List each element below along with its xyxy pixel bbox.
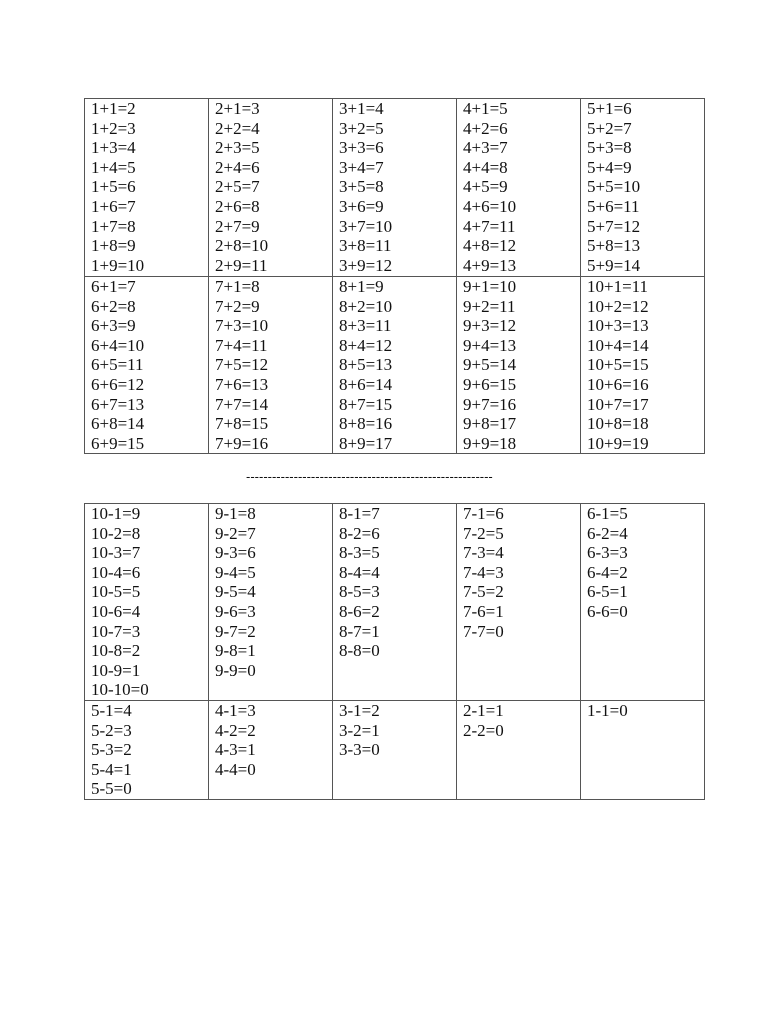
equation-line: 5-5=0 [91,779,132,799]
equation-line: 6-5=1 [587,582,628,602]
equation-line: 7+5=12 [215,355,269,375]
addition-row-2 [85,277,705,454]
equation-line: 5+6=11 [587,196,640,216]
equation-line: 1+5=6 [91,177,136,197]
equation-line: 5-4=1 [91,759,132,779]
equation-line: 4+4=8 [463,157,508,177]
equation-line: 10-9=1 [91,660,141,680]
equation-line: 2+9=11 [215,255,268,275]
equation-line: 6+8=14 [91,414,145,434]
equation-line: 6+6=12 [91,374,145,394]
equation-line: 9-3=6 [215,543,256,563]
equation-line: 10+5=15 [587,355,649,375]
equation-line: 1+4=5 [91,157,136,177]
equation-line: 10+9=19 [587,433,649,453]
equation-line: 1+1=2 [91,99,136,118]
equation-line: 9+4=13 [463,335,517,355]
equation-line: 9-2=7 [215,523,256,543]
equation-line: 4+5=9 [463,177,508,197]
equation-line: 5-3=2 [91,740,132,760]
equation-line: 8+9=17 [339,433,393,453]
addition-cell-5 [581,99,705,277]
equation-line: 3+3=6 [339,138,384,158]
subtraction-cell-5 [85,700,209,799]
equation-line: 3+6=9 [339,196,384,216]
equation-line: 3-3=0 [339,740,380,760]
equation-line: 10+4=14 [587,335,649,355]
equation-line: 8+8=16 [339,414,393,434]
subtraction-cell-9 [209,504,333,701]
addition-cell-3 [333,99,457,277]
equation-line: 3+2=5 [339,118,384,138]
equation-line: 2-1=1 [463,700,504,720]
addition-row-1 [85,99,705,277]
equation-line: 7-1=6 [463,504,504,523]
equation-line: 7-6=1 [463,601,504,621]
equation-line: 9+8=17 [463,414,517,434]
equation-line: 1+7=8 [91,216,136,236]
equation-line: 1+2=3 [91,118,136,138]
equation-line: 9+5=14 [463,355,517,375]
equation-line: 7+4=11 [215,335,268,355]
addition-cell-1 [85,99,209,277]
addition-cell-6 [85,277,209,454]
equation-line: 6-6=0 [587,601,628,621]
equation-line: 2+3=5 [215,138,260,158]
subtraction-cell-3 [333,700,457,799]
subtraction-cell-2 [457,700,581,799]
equation-line: 5+2=7 [587,118,632,138]
equation-line: 6-4=2 [587,562,628,582]
equation-line: 1+3=4 [91,138,136,158]
equation-line: 10-2=8 [91,523,141,543]
equation-line: 7+8=15 [215,414,269,434]
equation-line: 7+7=14 [215,394,269,414]
equation-line: 8-7=1 [339,621,380,641]
addition-cell-9 [457,277,581,454]
equation-line: 7-3=4 [463,543,504,563]
equation-line: 4+8=12 [463,236,517,256]
equation-line: 8-6=2 [339,601,380,621]
equation-line: 6-2=4 [587,523,628,543]
equation-line: 9+9=18 [463,433,517,453]
equation-line: 7-5=2 [463,582,504,602]
subtraction-facts-table [84,503,705,800]
equation-line: 6+9=15 [91,433,145,453]
addition-facts-table [84,98,705,454]
equation-line: 2-2=0 [463,720,504,740]
equation-line: 7-2=5 [463,523,504,543]
equation-line: 6+3=9 [91,316,136,336]
equation-line: 7-7=0 [463,621,504,641]
equation-line: 8-2=6 [339,523,380,543]
equation-line: 6-1=5 [587,504,628,523]
equation-line: 1-1=0 [587,700,628,720]
equation-line: 4-2=2 [215,720,256,740]
equation-line: 10+7=17 [587,394,649,414]
equation-line: 5+9=14 [587,255,641,275]
equation-line: 7+2=9 [215,296,260,316]
equation-line: 10-6=4 [91,601,141,621]
subtraction-cell-1 [581,700,705,799]
equation-line: 3+7=10 [339,216,393,236]
equation-line: 4+2=6 [463,118,508,138]
equation-line: 5+7=12 [587,216,641,236]
equation-line: 6-3=3 [587,543,628,563]
equation-line: 9-7=2 [215,621,256,641]
equation-line: 7-4=3 [463,562,504,582]
equation-line: 3-1=2 [339,700,380,720]
equation-line: 9-8=1 [215,641,256,661]
equation-line: 5+5=10 [587,177,641,197]
equation-line: 8+5=13 [339,355,393,375]
section-separator: --------------------------------------------------------- [246,469,493,484]
equation-line: 8-1=7 [339,504,380,523]
equation-line: 6+1=7 [91,277,136,296]
equation-line: 8-3=5 [339,543,380,563]
equation-line: 9-1=8 [215,504,256,523]
equation-line: 9+3=12 [463,316,517,336]
equation-line: 9-6=3 [215,601,256,621]
addition-cell-10 [581,277,705,454]
equation-line: 4+6=10 [463,196,517,216]
equation-line: 10-4=6 [91,562,141,582]
equation-line: 10+3=13 [587,316,649,336]
equation-line: 2+1=3 [215,99,260,118]
equation-line: 9+2=11 [463,296,516,316]
equation-line: 10+6=16 [587,374,649,394]
equation-line: 10-10=0 [91,680,149,700]
equation-line: 2+8=10 [215,236,269,256]
equation-line: 8+6=14 [339,374,393,394]
equation-line: 1+9=10 [91,255,145,275]
equation-line: 10+8=18 [587,414,649,434]
equation-line: 6+5=11 [91,355,144,375]
equation-line: 6+4=10 [91,335,145,355]
equation-line: 4+9=13 [463,255,517,275]
equation-line: 2+4=6 [215,157,260,177]
equation-line: 5-2=3 [91,720,132,740]
addition-cell-7 [209,277,333,454]
equation-line: 4-3=1 [215,740,256,760]
equation-line: 7+3=10 [215,316,269,336]
equation-line: 8+1=9 [339,277,384,296]
addition-cell-4 [457,99,581,277]
equation-line: 2+6=8 [215,196,260,216]
subtraction-row-2 [85,700,705,799]
equation-line: 9-9=0 [215,660,256,680]
subtraction-cell-7 [457,504,581,701]
equation-line: 7+1=8 [215,277,260,296]
equation-line: 9-5=4 [215,582,256,602]
equation-line: 9+7=16 [463,394,517,414]
equation-line: 5-1=4 [91,700,132,720]
equation-line: 10-3=7 [91,543,141,563]
equation-line: 8+2=10 [339,296,393,316]
equation-line: 10+1=11 [587,277,649,296]
addition-cell-2 [209,99,333,277]
equation-line: 4+7=11 [463,216,516,236]
equation-line: 5+1=6 [587,99,632,118]
equation-line: 10-8=2 [91,641,141,661]
equation-line: 10-1=9 [91,504,141,523]
addition-cell-8 [333,277,457,454]
equation-line: 5+3=8 [587,138,632,158]
equation-line: 4-4=0 [215,759,256,779]
equation-line: 9+1=10 [463,277,517,296]
equation-line: 8-5=3 [339,582,380,602]
equation-line: 8+3=11 [339,316,392,336]
equation-line: 9-4=5 [215,562,256,582]
equation-line: 3+4=7 [339,157,384,177]
equation-line: 8+4=12 [339,335,393,355]
equation-line: 6+2=8 [91,296,136,316]
equation-line: 3+5=8 [339,177,384,197]
equation-line: 3+9=12 [339,255,393,275]
subtraction-row-1 [85,504,705,701]
equation-line: 10-5=5 [91,582,141,602]
equation-line: 1+8=9 [91,236,136,256]
equation-line: 5+4=9 [587,157,632,177]
equation-line: 7+6=13 [215,374,269,394]
subtraction-cell-6 [581,504,705,701]
equation-line: 4-1=3 [215,700,256,720]
equation-line: 6+7=13 [91,394,145,414]
equation-line: 3-2=1 [339,720,380,740]
equation-line: 2+2=4 [215,118,260,138]
equation-line: 9+6=15 [463,374,517,394]
subtraction-cell-4 [209,700,333,799]
equation-line: 5+8=13 [587,236,641,256]
equation-line: 8-8=0 [339,641,380,661]
equation-line: 4+1=5 [463,99,508,118]
equation-line: 2+7=9 [215,216,260,236]
subtraction-cell-8 [333,504,457,701]
equation-line: 8-4=4 [339,562,380,582]
equation-line: 3+8=11 [339,236,392,256]
equation-line: 10-7=3 [91,621,141,641]
equation-line: 2+5=7 [215,177,260,197]
subtraction-cell-10 [85,504,209,701]
equation-line: 7+9=16 [215,433,269,453]
equation-line: 8+7=15 [339,394,393,414]
equation-line: 10+2=12 [587,296,649,316]
equation-line: 1+6=7 [91,196,136,216]
equation-line: 3+1=4 [339,99,384,118]
equation-line: 4+3=7 [463,138,508,158]
